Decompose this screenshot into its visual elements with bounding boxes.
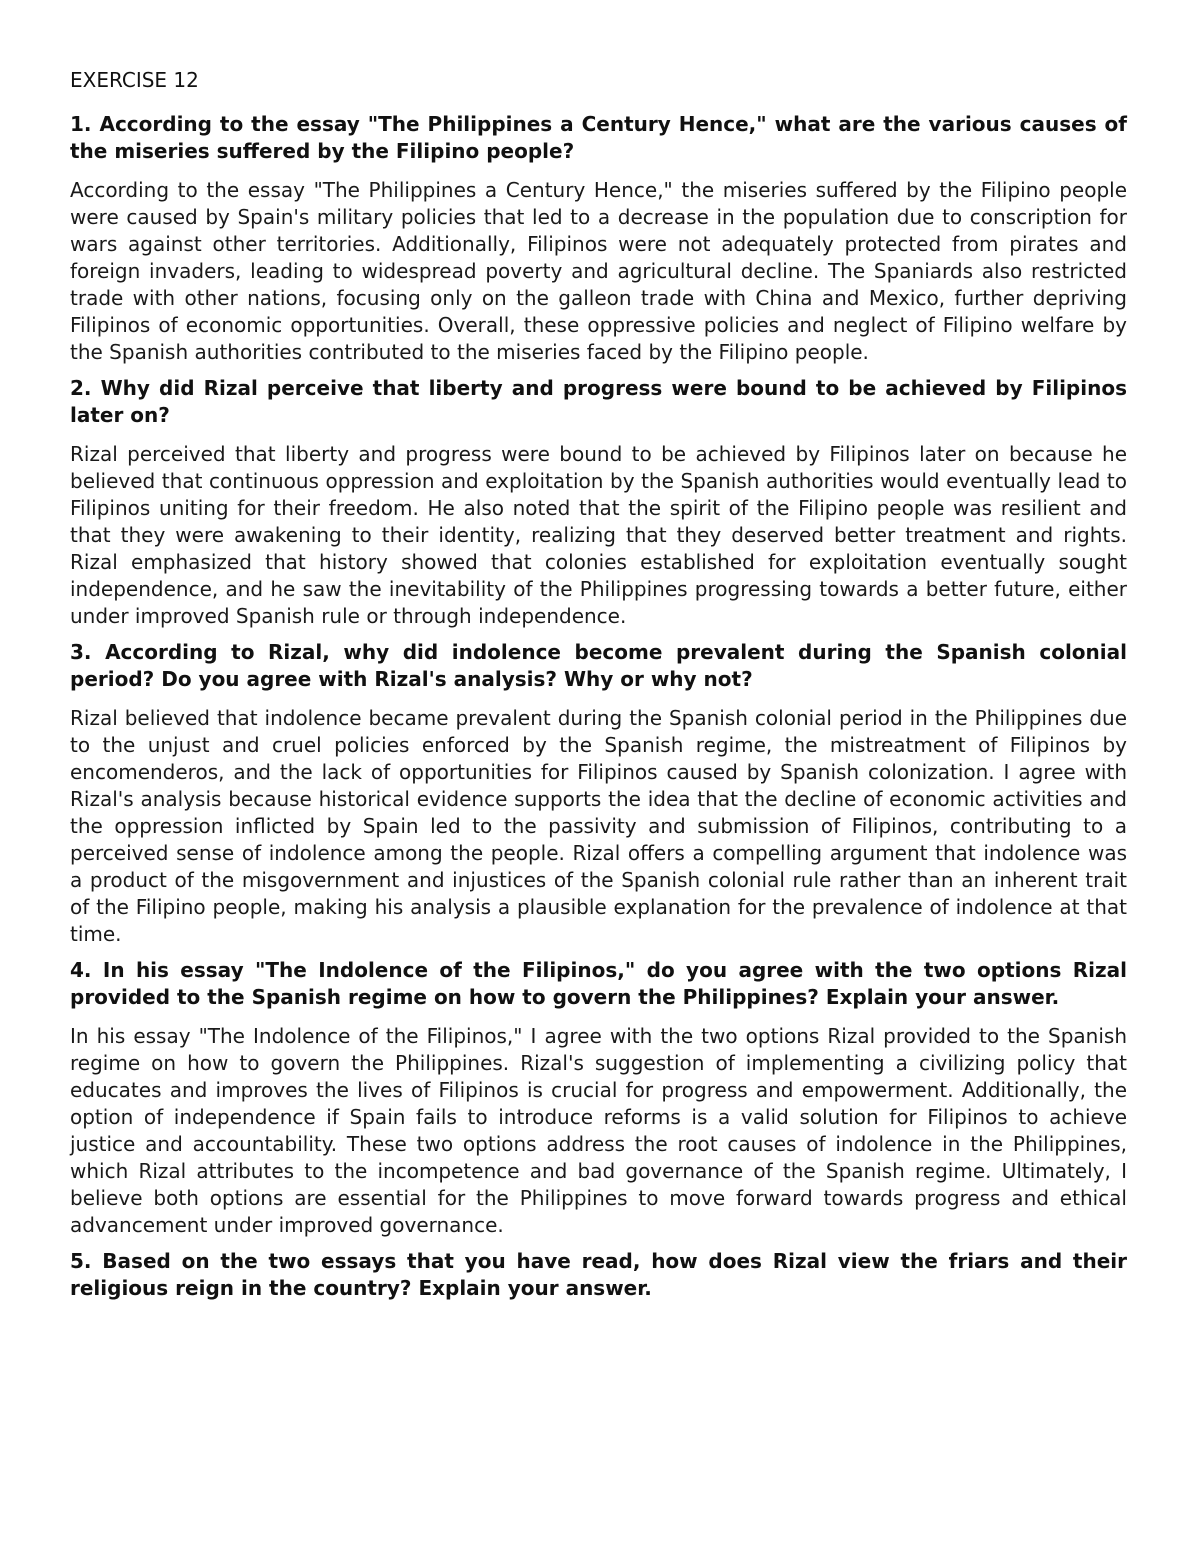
question-2: 2. Why did Rizal perceive that liberty and progress were bound to be achieved by Filipinos later on? xyxy=(70,376,1127,427)
question-1: 1. According to the essay "The Philippines a Century Hence," what are the various causes of the miseries suffered by the Filipino people? xyxy=(70,112,1127,163)
answer-3: Rizal believed that indolence became prevalent during the Spanish colonial period in the Philippines due to the unjust and cruel policies enforced by the Spanish regime, the mistreatment of Filipinos by encomenderos, and the lack of opportunities for Filipinos caused by Spanish colonization. I agree with Rizal's analysis because historical evidence supports the idea that the decline of economic activities and the oppression inflicted by Spain led to the passivity and submission of Filipinos, contributing to a perceived sense of indolence among the people. Rizal offers a compelling argument that indolence was a product of the misgovernment and injustices of the Spanish colonial rule rather than an inherent trait of the Filipino people, making his analysis a plausible explanation for the prevalence of indolence at that time. xyxy=(70,706,1127,946)
question-5: 5. Based on the two essays that you have read, how does Rizal view the friars and their religious reign in the country? Explain your answer. xyxy=(70,1249,1127,1300)
answer-1: According to the essay "The Philippines a Century Hence," the miseries suffered by the Filipino people were caused by Spain's military policies that led to a decrease in the population due to conscription for wars against other territories. Additionally, Filipinos were not adequately protected from pirates and foreign invaders, leading to widespread poverty and agricultural decline. The Spaniards also restricted trade with other nations, focusing only on the galleon trade with China and Mexico, further depriving Filipinos of economic opportunities. Overall, these oppressive policies and neglect of Filipino welfare by the Spanish authorities contributed to the miseries faced by the Filipino people. xyxy=(70,178,1127,364)
question-3: 3. According to Rizal, why did indolence become prevalent during the Spanish colonial period? Do you agree with Rizal's analysis? Why or why not? xyxy=(70,640,1127,691)
document-title: EXERCISE 12 xyxy=(70,68,199,92)
answer-2: Rizal perceived that liberty and progress were bound to be achieved by Filipinos later on because he believed that continuous oppression and exploitation by the Spanish authorities would eventually lead to Filipinos uniting for their freedom. He also noted that the spirit of the Filipino people was resilient and that they were awakening to their identity, realizing that they deserved better treatment and rights. Rizal emphasized that history showed that colonies established for exploitation eventually sought independence, and he saw the inevitability of the Philippines progressing towards a better future, either under improved Spanish rule or through independence. xyxy=(70,442,1127,628)
document-page xyxy=(70,66,1127,1314)
question-4: 4. In his essay "The Indolence of the Filipinos," do you agree with the two options Rizal provided to the Spanish regime on how to govern the Philippines? Explain your answer. xyxy=(70,958,1127,1009)
answer-4: In his essay "The Indolence of the Filipinos," I agree with the two options Rizal provided to the Spanish regime on how to govern the Philippines. Rizal's suggestion of implementing a civilizing policy that educates and improves the lives of Filipinos is crucial for progress and empowerment. Additionally, the option of independence if Spain fails to introduce reforms is a valid solution for Filipinos to achieve justice and accountability. These two options address the root causes of indolence in the Philippines, which Rizal attributes to the incompetence and bad governance of the Spanish regime. Ultimately, I believe both options are essential for the Philippines to move forward towards progress and ethical advancement under improved governance. xyxy=(70,1024,1127,1237)
